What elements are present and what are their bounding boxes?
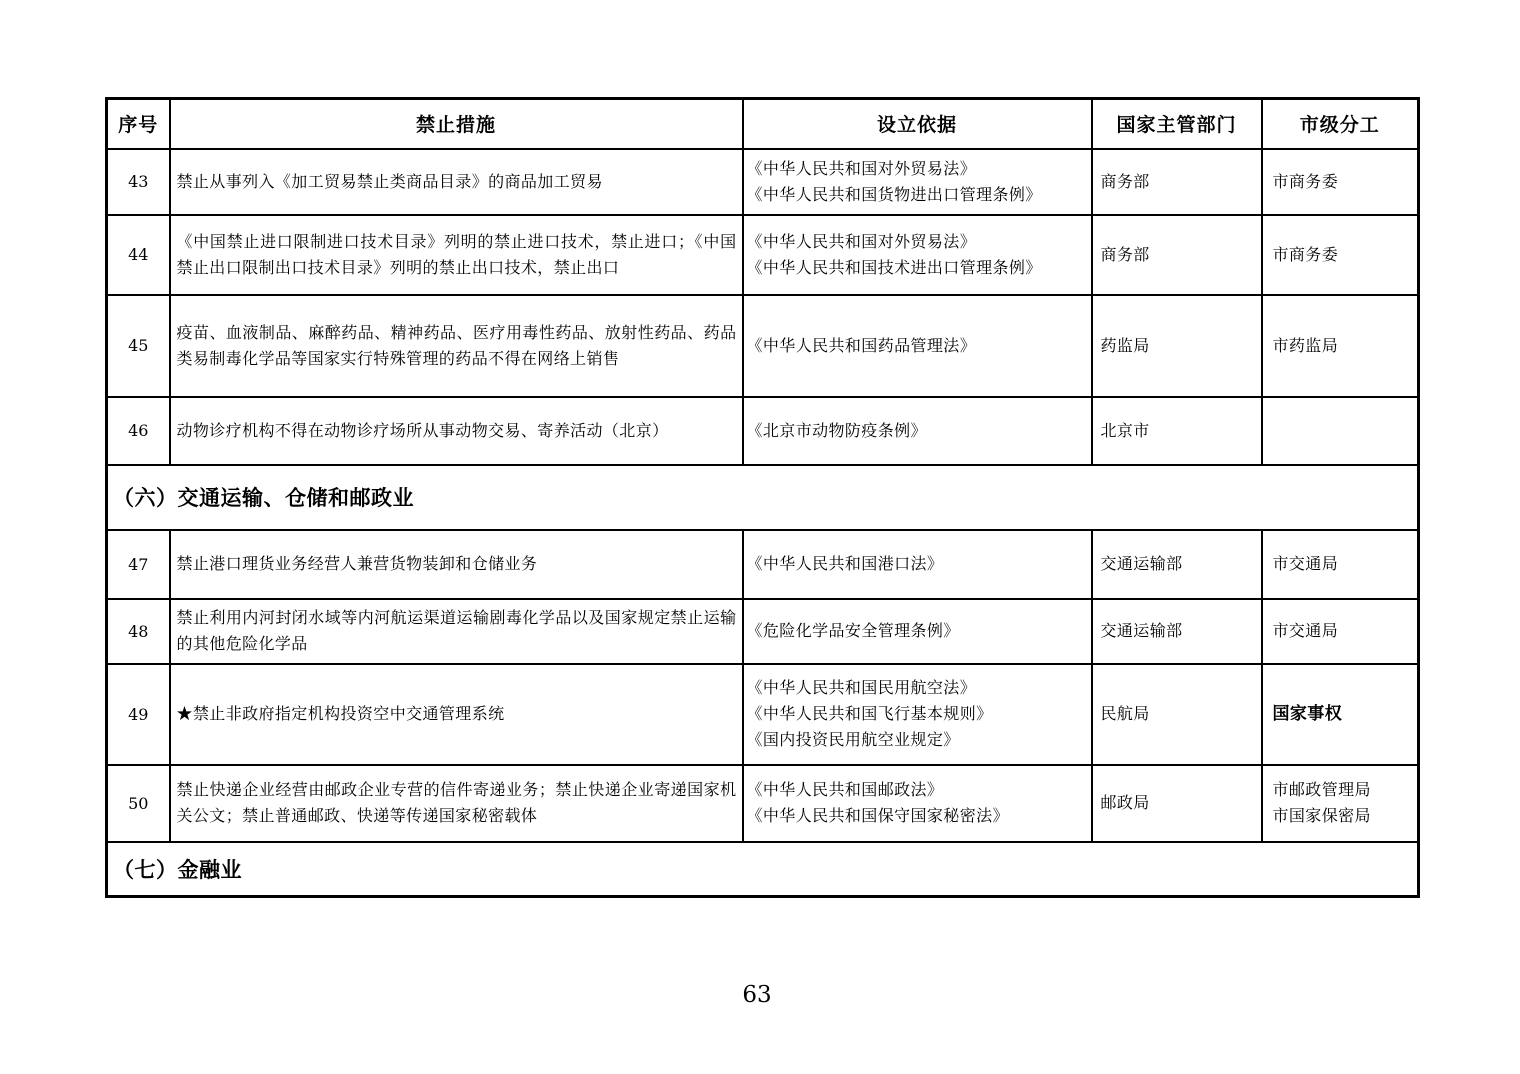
column-header-basis: 设立依据 <box>743 99 1092 149</box>
cell-sequence-number: 50 <box>107 765 170 842</box>
cell-national-department: 药监局 <box>1092 295 1262 397</box>
municipal-division-line: 市药监局 <box>1272 335 1339 355</box>
cell-sequence-number: 45 <box>107 295 170 397</box>
cell-legal-basis <box>743 530 1092 599</box>
legal-basis-line: 《中华人民共和国民用航空法》 <box>746 678 977 697</box>
table-row <box>107 765 1419 842</box>
cell-sequence-number: 47 <box>107 530 170 599</box>
cell-national-department: 北京市 <box>1092 397 1262 465</box>
cell-national-department: 商务部 <box>1092 215 1262 295</box>
cell-prohibited-measure: 禁止利用内河封闭水域等内河航运渠道运输剧毒化学品以及国家规定禁止运输的其他危险化学品 <box>170 599 743 664</box>
column-header-city: 市级分工 <box>1262 99 1419 149</box>
cell-prohibited-measure: 动物诊疗机构不得在动物诊疗场所从事动物交易、寄养活动（北京） <box>170 397 743 465</box>
section-heading-row <box>107 465 1419 530</box>
cell-prohibited-measure: 禁止港口理货业务经营人兼营货物装卸和仓储业务 <box>170 530 743 599</box>
table-header-row <box>107 99 1419 149</box>
legal-basis-line: 《中华人民共和国技术进出口管理条例》 <box>746 257 1042 277</box>
cell-national-department: 交通运输部 <box>1092 530 1262 599</box>
legal-basis-line: 《国内投资民用航空业规定》 <box>746 730 960 749</box>
cell-sequence-number: 43 <box>107 149 170 215</box>
table-row <box>107 149 1419 215</box>
legal-basis-line: 《中华人民共和国飞行基本规则》 <box>746 704 993 723</box>
cell-legal-basis <box>743 397 1092 465</box>
cell-legal-basis <box>743 664 1092 765</box>
table-body <box>107 149 1419 897</box>
cell-sequence-number: 48 <box>107 599 170 664</box>
municipal-division-line: 市国家保密局 <box>1272 806 1371 825</box>
municipal-division-line: 市交通局 <box>1272 554 1339 573</box>
table-row <box>107 397 1419 465</box>
table-row <box>107 664 1419 765</box>
table-row <box>107 215 1419 295</box>
cell-prohibited-measure: 《中国禁止进口限制进口技术目录》列明的禁止进口技术，禁止进口；《中国禁止出口限制出口技术目录》列明的禁止出口技术，禁止出口 <box>170 215 743 295</box>
column-header-dept: 国家主管部门 <box>1092 99 1262 149</box>
section-heading-row <box>107 842 1419 897</box>
cell-prohibited-measure: 疫苗、血液制品、麻醉药品、精神药品、医疗用毒性药品、放射性药品、药品类易制毒化学品等国家实行特殊管理的药品不得在网络上销售 <box>170 295 743 397</box>
legal-basis-line: 《中华人民共和国货物进出口管理条例》 <box>746 184 1042 204</box>
cell-prohibited-measure: 禁止快递企业经营由邮政企业专营的信件寄递业务；禁止快递企业寄递国家机关公文；禁止普通邮政、快递等传递国家秘密载体 <box>170 765 743 842</box>
cell-municipal-division <box>1262 599 1419 664</box>
column-header-measure: 禁止措施 <box>170 99 743 149</box>
legal-basis-line: 《中华人民共和国邮政法》 <box>746 780 944 799</box>
cell-municipal-division <box>1262 765 1419 842</box>
cell-municipal-division <box>1262 397 1419 465</box>
legal-basis-line: 《北京市动物防疫条例》 <box>746 420 927 440</box>
legal-basis-line: 《中华人民共和国港口法》 <box>746 554 944 573</box>
municipal-division-line: 市商务委 <box>1272 171 1339 191</box>
cell-legal-basis <box>743 295 1092 397</box>
cell-municipal-division <box>1262 664 1419 765</box>
table-row <box>107 530 1419 599</box>
cell-municipal-division <box>1262 149 1419 215</box>
cell-legal-basis <box>743 599 1092 664</box>
municipal-division-line: 市邮政管理局 <box>1272 780 1371 799</box>
legal-basis-line: 《中华人民共和国对外贸易法》 <box>746 158 977 178</box>
legal-basis-line: 《中华人民共和国药品管理法》 <box>746 335 977 355</box>
cell-national-department: 商务部 <box>1092 149 1262 215</box>
municipal-division-line: 市交通局 <box>1272 621 1339 640</box>
cell-municipal-division <box>1262 530 1419 599</box>
cell-prohibited-measure: 禁止从事列入《加工贸易禁止类商品目录》的商品加工贸易 <box>170 149 743 215</box>
cell-municipal-division <box>1262 295 1419 397</box>
column-header-no: 序号 <box>107 99 170 149</box>
municipal-division-line: 国家事权 <box>1272 704 1343 724</box>
municipal-division-line: 市商务委 <box>1272 244 1339 264</box>
cell-legal-basis <box>743 765 1092 842</box>
legal-basis-line: 《中华人民共和国对外贸易法》 <box>746 231 977 251</box>
table-row <box>107 599 1419 664</box>
page-number: 63 <box>742 982 772 1008</box>
section-heading: （七）金融业 <box>107 842 1419 897</box>
prohibition-measures-table <box>105 97 1420 898</box>
cell-sequence-number: 49 <box>107 664 170 765</box>
section-heading: （六）交通运输、仓储和邮政业 <box>107 465 1419 530</box>
cell-national-department: 民航局 <box>1092 664 1262 765</box>
legal-basis-line: 《中华人民共和国保守国家秘密法》 <box>746 806 1009 825</box>
cell-legal-basis <box>743 149 1092 215</box>
cell-municipal-division <box>1262 215 1419 295</box>
cell-sequence-number: 46 <box>107 397 170 465</box>
legal-basis-line: 《危险化学品安全管理条例》 <box>746 621 960 640</box>
cell-legal-basis <box>743 215 1092 295</box>
table-row <box>107 295 1419 397</box>
cell-prohibited-measure: ★禁止非政府指定机构投资空中交通管理系统 <box>170 664 743 765</box>
table-header <box>107 99 1419 149</box>
cell-sequence-number: 44 <box>107 215 170 295</box>
cell-national-department: 交通运输部 <box>1092 599 1262 664</box>
cell-national-department: 邮政局 <box>1092 765 1262 842</box>
